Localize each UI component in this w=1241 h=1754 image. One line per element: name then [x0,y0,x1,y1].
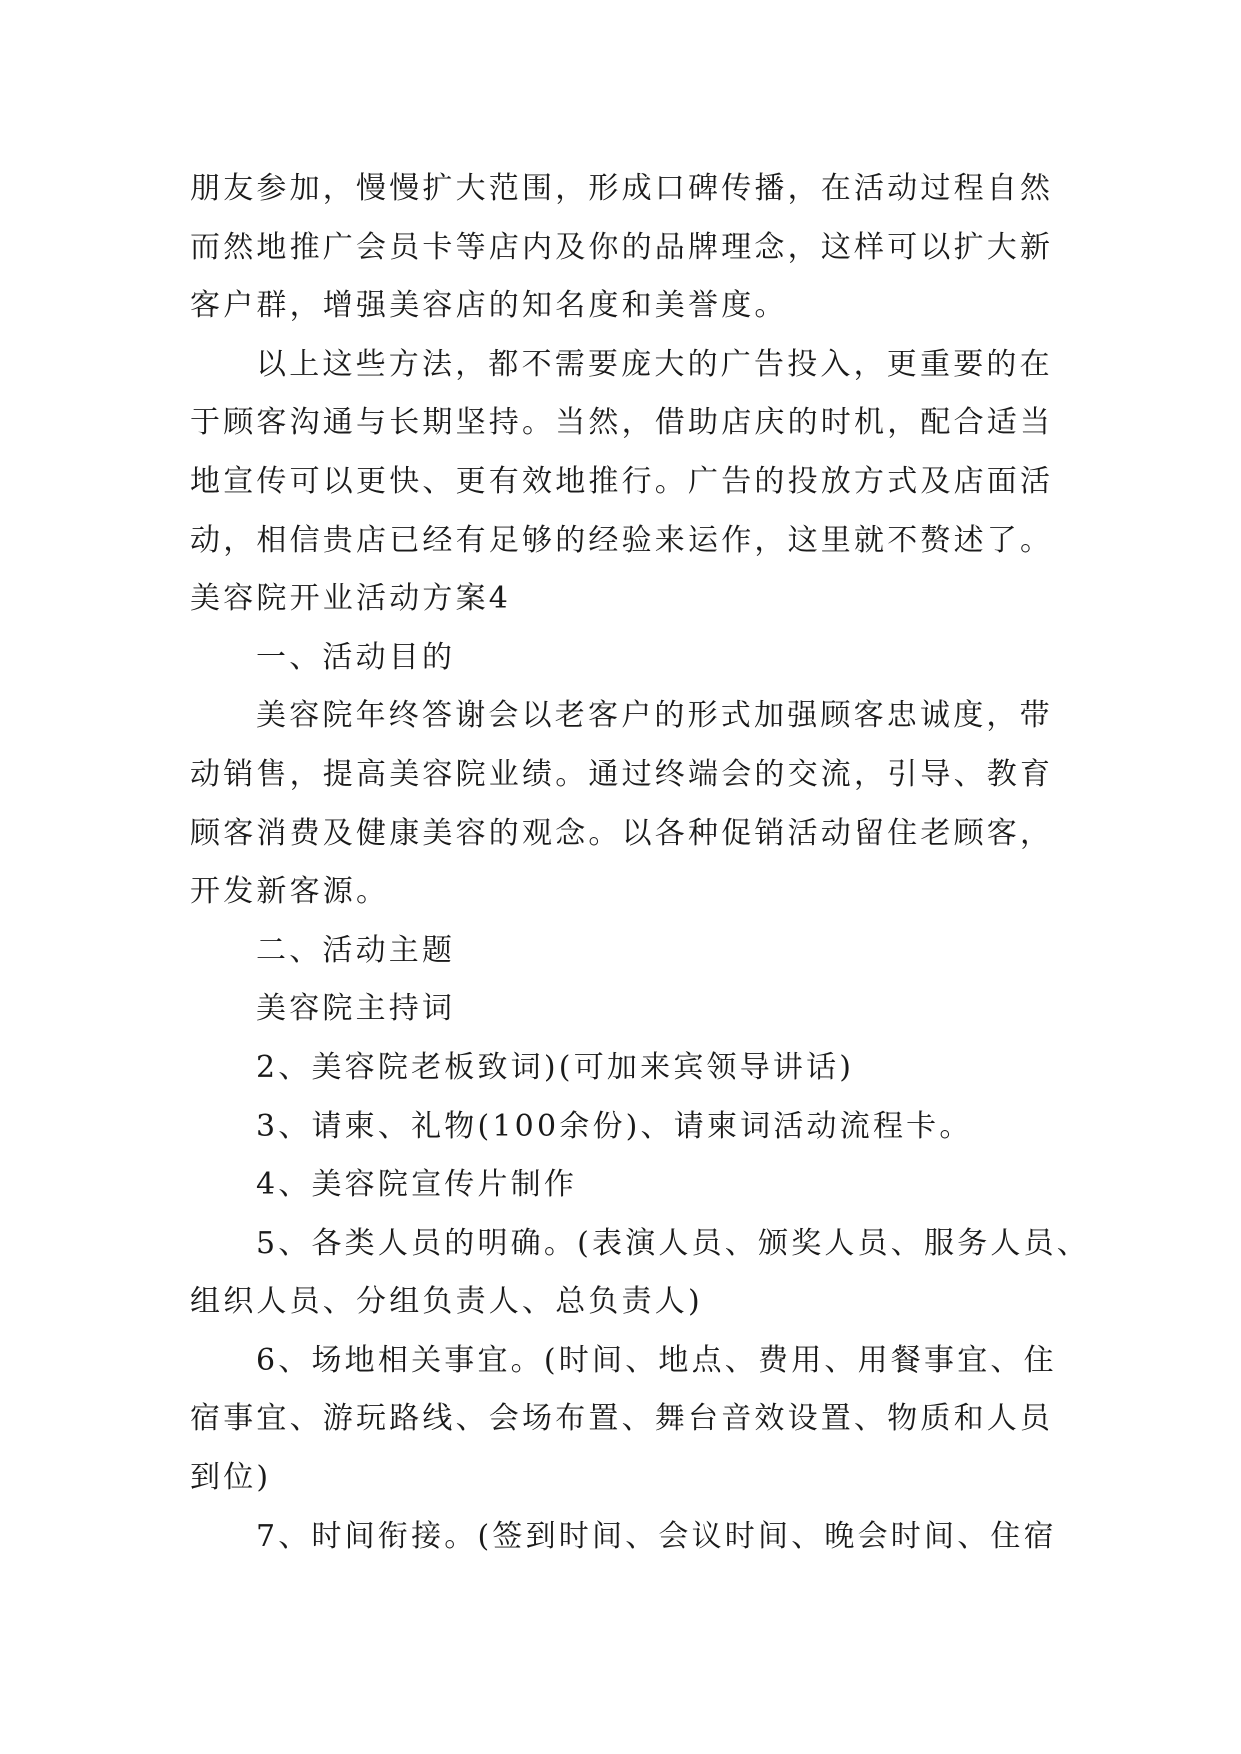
item-host-speech [190,980,1090,1039]
item-invitations-gifts [190,1098,1090,1157]
text-line: 4、美容院宣传片制作 [256,1167,578,1203]
section-title: 美容院开业活动方案4 [190,581,512,617]
text-line: 朋友参加，慢慢扩大范围，形成口碑传播，在活动过程自然 [190,171,1054,206]
text-line: 一、活动目的 [256,639,456,675]
item-venue-matters [190,1332,1090,1508]
text-line: 3、请柬、礼物(100余份)、请柬词活动流程卡。 [256,1108,973,1144]
text-line: 以上这些方法，都不需要庞大的广告投入，更重要的在 [256,346,1053,382]
text-line: 动，相信贵店已经有足够的经验来运作，这里就不赘述了。 [190,522,1054,558]
text-line: 动销售，提高美容院业绩。通过终端会的交流，引导、教育 [190,756,1054,792]
item-activity-purpose-body [190,687,1090,921]
item-staff-roles [190,1215,1090,1332]
text-line: 2、美容院老板致词)(可加来宾领导讲话) [256,1049,855,1085]
text-line: 二、活动主题 [256,932,456,968]
text-line: 美容院年终答谢会以老客户的形式加强顾客忠诚度，带 [256,698,1053,734]
text-line: 5、各类人员的明确。(表演人员、颁奖人员、服务人员、 [256,1225,1090,1261]
text-line: 开发新客源。 [190,874,390,910]
text-line: 顾客消费及健康美容的观念。以各种促销活动留住老顾客， [190,815,1054,851]
text-line: 于顾客沟通与长期坚持。当然，借助店庆的时机，配合适当 [190,405,1054,441]
item-time-schedule [190,1508,1090,1567]
text-line: 地宣传可以更快、更有效地推行。广告的投放方式及店面活 [190,463,1054,499]
item-promo-video [190,1156,1090,1215]
item-activity-purpose-heading [190,629,1090,688]
text-line: 6、场地相关事宜。(时间、地点、费用、用餐事宜、住 [256,1342,1057,1378]
text-line: 组织人员、分组负责人、总负责人) [190,1284,703,1320]
text-line: 宿事宜、游玩路线、会场布置、舞台音效设置、物质和人员 [190,1401,1054,1437]
item-boss-speech [190,1039,1090,1098]
item-activity-theme-heading [190,922,1090,981]
text-line: 客户群，增强美容店的知名度和美誉度。 [190,288,788,324]
text-line: 7、时间衔接。(签到时间、会议时间、晚会时间、住宿 [256,1518,1057,1554]
text-line: 美容院主持词 [256,991,456,1027]
text-line: 到位) [190,1460,272,1496]
text-line: 而然地推广会员卡等店内及你的品牌理念，这样可以扩大新 [190,229,1054,265]
paragraph-methods-summary [190,336,1090,570]
document-page [190,160,1090,1566]
paragraph-word-of-mouth [190,160,1090,336]
